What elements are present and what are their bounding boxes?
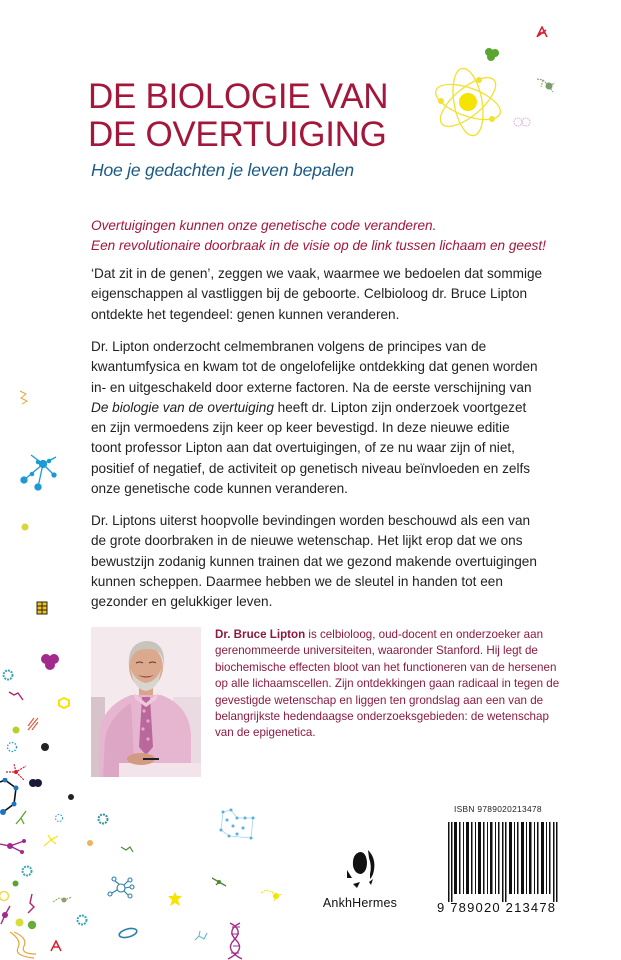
bio-line: gevestigde wetenschap en liggen ten grondslag aan een van de (215, 693, 544, 707)
green-branch-icon-2 (211, 877, 227, 887)
barcode-icon (448, 822, 560, 902)
magenta-molecule-icon (0, 837, 28, 855)
tagline-line-2: Een revolutionaire doorbraak in de visie op de link tussen lichaam en geest! (91, 238, 546, 253)
blue-dotted-ring-icon (6, 741, 18, 753)
paragraph-line (91, 398, 531, 418)
green-cluster-icon (484, 47, 500, 61)
magenta-branch-icon (24, 893, 36, 915)
book-subtitle: Hoe je gedachten je leven bepalen (91, 160, 354, 180)
paragraph-line: de grote doorbraken in de nieuwe wetenschap. Het lijkt erop dat we ons (91, 533, 523, 549)
blue-ring-molecule-icon (106, 876, 136, 900)
dna-magenta-icon (224, 922, 246, 960)
yellow-flower-icon (0, 889, 12, 903)
blue-dotted-ring-icon-2 (54, 813, 64, 823)
book-title-italic: De biologie van de overtuiging (91, 399, 274, 415)
green-chain-icon-2 (120, 844, 134, 854)
bio-line: biochemische effecten bloot van het functioneren van de hersenen (215, 660, 557, 674)
bio-line: van de epigenetica. (215, 726, 316, 740)
tagline (91, 216, 611, 256)
dna-orange-icon (8, 930, 38, 960)
yellow-burst-icon (167, 891, 183, 907)
author-bio (215, 627, 615, 742)
green-chain-icon (52, 894, 74, 906)
body-paragraph-1 (91, 264, 543, 325)
pink-rings-icon (513, 117, 531, 127)
ankh-logo-icon (343, 848, 377, 890)
teal-ring-icon-4 (97, 813, 109, 825)
lime-dot-icon (12, 726, 20, 734)
paragraph-line: ontdekte het tegendeel: genen kunnen veranderen. (91, 306, 400, 322)
teal-ring-icon (2, 669, 14, 681)
paragraph-line: Dr. Lipton onderzocht celmembranen volgens de principes van de (91, 339, 487, 354)
blue-lattice-icon (219, 808, 257, 842)
black-cluster-icon (40, 742, 50, 752)
body-paragraph-3 (91, 511, 537, 612)
publisher-name: AnkhHermes (322, 896, 398, 910)
paragraph-line-rest: heeft dr. Lipton zijn onderzoek voortgezet (273, 399, 527, 415)
author-photo (91, 627, 201, 777)
paragraph-line: kunnen scheppen. Daarmee hebben we de sleutel in handen tot een (91, 573, 503, 589)
teal-leaf-icon (118, 927, 138, 939)
paragraph-line: positief of negatief, de activiteit op genetisch niveau beïnvloeden en zelfs (91, 460, 531, 476)
black-cluster-icon-2 (28, 777, 42, 789)
green-branch-icon (14, 810, 28, 826)
orange-chain-icon (18, 390, 30, 406)
barcode-digits: 9 789020 213478 (437, 900, 557, 915)
bio-line (215, 627, 615, 643)
paragraph-line: ‘Dat zit in de genen’, zeggen we vaak, waarmee we bedoelen dat sommige (91, 266, 543, 281)
blue-small-molecule-icon (194, 930, 208, 942)
yellow-dot-icon (21, 523, 29, 531)
teal-ring-icon-3 (76, 914, 88, 926)
teal-ring-icon-2 (21, 865, 33, 877)
paragraph-line: gezonder en gelukkiger leven. (91, 594, 273, 610)
green-dot-icon (12, 880, 19, 887)
paragraph-line: bewustzijn zodanig kunnen trainen dat we gezond makende overtuigingen (91, 553, 537, 569)
lime-dot-icon-2 (15, 918, 24, 927)
green-molecule-icon (535, 77, 559, 95)
paragraph-line: toont professor Lipton aan dat overtuigingen, of ze nu waar zijn of niet, (91, 440, 515, 456)
yellow-chain-icon (260, 887, 284, 905)
paragraph-line: in- en uitgeschakeld door externe factoren. Na de eerste verschijning van (91, 379, 532, 395)
purple-cluster-icon (40, 653, 60, 671)
red-molecule-icon-2 (50, 940, 62, 952)
purple-molecule-icon (0, 905, 12, 925)
tagline-line-1: Overtuigingen kunnen onze genetische code veranderen. (91, 218, 437, 233)
book-title (88, 78, 388, 154)
green-cluster-icon-2 (27, 920, 37, 930)
paragraph-line: en zijn vermoedens zijn keer op keer bevestigd. In deze nieuwe editie (91, 420, 510, 436)
orange-flower-icon (86, 839, 94, 847)
bio-line-rest: is celbioloog, oud-docent en onderzoeker aan (305, 628, 544, 641)
publisher-logo (320, 848, 400, 910)
magenta-chain-icon (8, 690, 24, 702)
red-molecule-icon (536, 26, 548, 38)
yellow-star-icon (42, 834, 60, 848)
paragraph-line: kwantumfysica en kwam tot de ongelofelijke ontdekking dat genen worden (91, 359, 538, 375)
blue-network-icon (20, 452, 60, 492)
book-title-line-1: DE BIOLOGIE VAN (88, 77, 389, 116)
author-name: Dr. Bruce Lipton (215, 628, 306, 641)
bio-line: gerenommeerde universiteiten, waaronder Stanford. Hij legt de (215, 644, 538, 658)
paragraph-line: onze genetische code kunnen veranderen. (91, 481, 348, 497)
isbn-label: ISBN 9789020213478 (454, 804, 542, 814)
honeycomb-icon (35, 600, 49, 616)
bio-line: belangrijkste hedendaagse onderzoeksgebieden: de wetenschap (215, 710, 549, 724)
yellow-hexagon-icon (58, 697, 70, 709)
dna-small-icon (26, 716, 40, 732)
author-portrait-icon (91, 627, 201, 777)
paragraph-line: Dr. Liptons uiterst hoopvolle bevindingen worden beschouwd als een van (91, 513, 531, 528)
book-title-line-2: DE OVERTUIGING (88, 115, 387, 154)
paragraph-line: eigenschappen al vastliggen bij de geboorte. Celbioloog dr. Bruce Lipton (91, 286, 528, 302)
body-paragraph-2 (91, 337, 538, 499)
atom-icon (428, 62, 508, 142)
black-dot-icon (67, 793, 75, 801)
bio-line: op alle lichaamscellen. Zijn ontdekkingen gaan radicaal in tegen de (215, 677, 560, 691)
